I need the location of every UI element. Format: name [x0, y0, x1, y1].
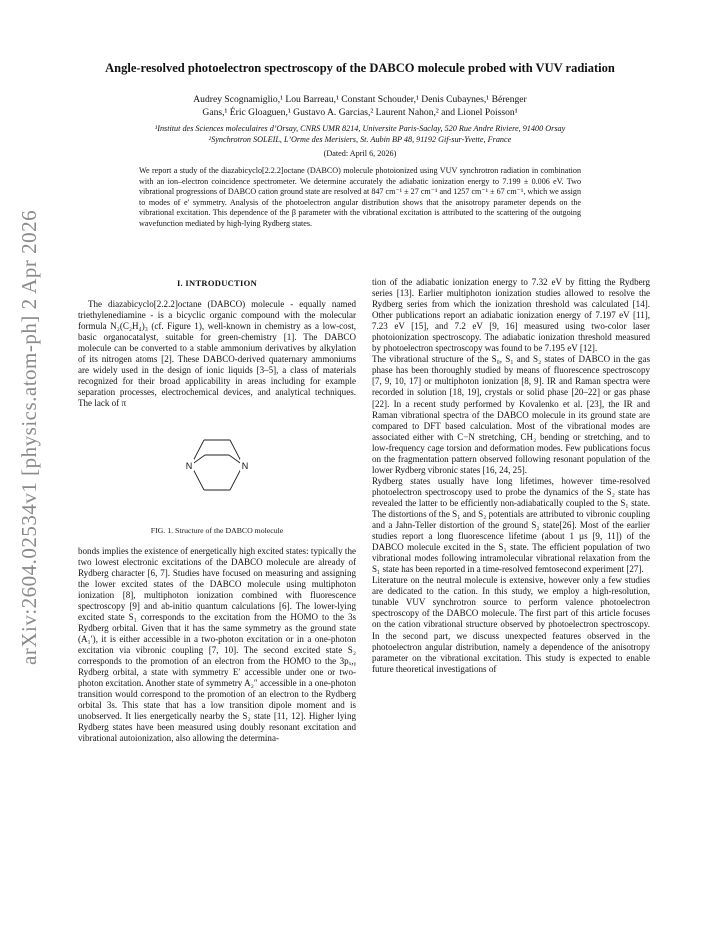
figure-1: [78, 428, 356, 511]
intro-paragraph-2: bonds implies the existence of energetically high excited states: typically the two lowest electronic excitations of the DABCO molecule are already of Rydberg character [6, 7]. Studies have focused on measuring and assigning the lower excited states of the DABCO molecule using multiphoton ionization [8], multiphoton ionization combined with fluorescence spectroscopy [9] and ab-initio quantum calculations [6]. The lower-lying excited state S₁ corresponds to the excitation from the HOMO to the 3s Rydberg orbital. Given that it has the same symmetry as the ground state (A₁′), it is either accessible in a two-photon excitation or in a one-photon excitation via vibronic coupling [7, 10]. The second excited state S₂ corresponds to the promotion of an electron from the HOMO to the 3pₓ,ᵧ Rydberg orbital, a state with symmetry E′ accessible under one or two-photon excitation. Another state of symmetry A₂″ accessible in a one-photon transition would correspond to the promotion of an electron to the Rydberg orbital 3s. This state that has a low transition dipole moment and is unobserved. It lies energetically nearby the S₂ state [11, 12]. Higher lying Rydberg states have been measured using doubly resonant excitation and vibrational autoionization, also allowing the determina-: [78, 545, 356, 744]
dabco-structure-diagram: [167, 428, 267, 508]
affiliations: [60, 123, 660, 145]
intro-paragraph-5: Rydberg states usually have long lifetimes, however time-resolved photoelectron spectroscopy used to probe the dynamics of the S₂ state has revealed the latter to be efficiently non-adiabatically coupled to the S₁ state. The distortions of the S₁ and S₂ potentials are attributed to vibronic coupling and a Jahn-Teller distortion of the ground S₂ state[26]. Most of the earlier studies report a long fluorescence lifetime (about 1 µs [9, 11]) of the DABCO molecule excited in the S₁ state. The efficient population of two vibrational modes following intramolecular vibrational relaxation from the S₁ state has been reported in a time-resolved femtosecond experiment [27].: [372, 475, 650, 575]
nitrogen-atom-left: N: [185, 460, 193, 471]
affiliation-2: ²Synchrotron SOLEIL, L’Orme des Merisiers, St. Aubin BP 48, 91192 Gif-sur-Yvette, France: [208, 135, 512, 144]
intro-paragraph-1: The diazabicyclo[2.2.2]octane (DABCO) molecule - equally named triethylenediamine - is a bicyclic organic compound with the molecular formula N₂(C₂H₄)₃ (cf. Figure 1), well-known in chemistry as a low-cost, basic organocatalyst, suitable for green-chemistry [1]. The DABCO molecule can be converted to a stable ammonium derivatives by alkylation of its nitrogen atoms [2]. These DABCO-derived quaternary ammoniums are widely used in the design of ionic liquids [3–5], a class of materials recognized for their broad applicability in areas including for example separation processes, electrochemical devices, and analytical techniques. The lack of π: [78, 299, 356, 409]
intro-paragraph-4: The vibrational structure of the S₀, S₁ and S₂ states of DABCO in the gas phase has been thoroughly studied by means of fluorescence spectroscopy [7, 9, 10, 17] or multiphoton ionization [8, 9]. IR and Raman spectra were recorded in solution [18, 19], crystals or solid phase [20–22] or gas phase [22]. In a recent study performed by Kovalenko et al. [23], the IR and Raman vibrational spectra of the DABCO molecule in its ground state are compared to DFT based calculation. Most of the vibrational modes are associated either with C−N stretching, CH₂ bending or stretching, and to low-frequency cage torsion and deformation modes. Few publications focus on the fragmentation pattern observed following resonant population of the lower Rydberg vibronic states [16, 24, 25].: [372, 354, 650, 475]
section-heading-introduction: I. INTRODUCTION: [176, 278, 258, 288]
abstract: We report a study of the diazabicyclo[2.2.2]octane (DABCO) molecule photoionized using VUV synchrotron radiation in combination with an ion–electron coincidence spectrometer. We determine accurately the adiabatic ionization energy to 7.199 ± 0.006 eV. Two vibrational progressions of DABCO cation ground state are resolved at 847 cm⁻¹ ± 27 cm⁻¹ and 1257 cm⁻¹ ± 67 cm⁻¹, which we assign to modes of e′ symmetry. Analysis of the photoelectron angular distribution shows that the anisotropy parameter depends on the vibrational excitation. This dependence of the β parameter with the vibrational excitation is attributed to the scattering of the outgoing wavefunction mediated by high-lying Rydberg states.: [139, 166, 581, 228]
arxiv-identifier: arXiv:2604.02534v1 [physics.atom-ph] 2 Apr 2026: [17, 209, 41, 665]
left-column: [78, 278, 356, 744]
right-column: [372, 277, 650, 675]
affiliation-1: ¹Institut des Sciences moleculaires d’Orsay, CNRS UMR 8214, Universite Paris-Saclay, 520 Rue Andre Riviere, 91400 Orsay: [154, 124, 566, 133]
authors-line-1: Audrey Scognamiglio,¹ Lou Barreau,¹ Constant Schouder,¹ Denis Cubaynes,¹ Bérenger: [193, 94, 527, 105]
date-line: (Dated: April 6, 2026): [323, 149, 397, 158]
author-list: [90, 93, 630, 119]
intro-paragraph-3: tion of the adiabatic ionization energy to 7.32 eV by fitting the Rydberg series [13]. Earlier multiphoton ionization studies allowed to resolve the Rydberg series from which the ionization threshold was calculated [14]. Other publications report an adiabatic ionization energy of 7.197 eV [11], 7.23 eV [15], and 7.2 eV [9, 16] measured using two-color laser photoionization spectroscopy. The adiabatic ionization threshold measured by photoelectron spectroscopy was found to be 7.195 eV [12].: [372, 277, 650, 354]
paper-title: Angle-resolved photoelectron spectroscopy of the DABCO molecule probed with VUV radiation: [105, 61, 615, 75]
intro-paragraph-6: Literature on the neutral molecule is extensive, however only a few studies are dedicated to the cation. In this study, we employ a high-resolution, tunable VUV synchrotron source to perform valence photoelectron spectroscopy of the DABCO molecule. The first part of this article focuses on the cation vibrational structure observed by photoelectron spectroscopy. In the second part, we discuss unexpected features observed in the photoelectron angular distribution, namely a dependence of the anisotropy parameter on the vibrational excitation. This study is expected to enable future theoretical investigations of: [372, 575, 650, 674]
nitrogen-atom-right: N: [241, 460, 249, 471]
figure-1-caption: FIG. 1. Structure of the DABCO molecule: [150, 525, 284, 535]
authors-line-2: Gans,¹ Éric Gloaguen,¹ Gustavo A. Garcias,² Laurent Nahon,² and Lionel Poisson¹: [202, 107, 518, 118]
